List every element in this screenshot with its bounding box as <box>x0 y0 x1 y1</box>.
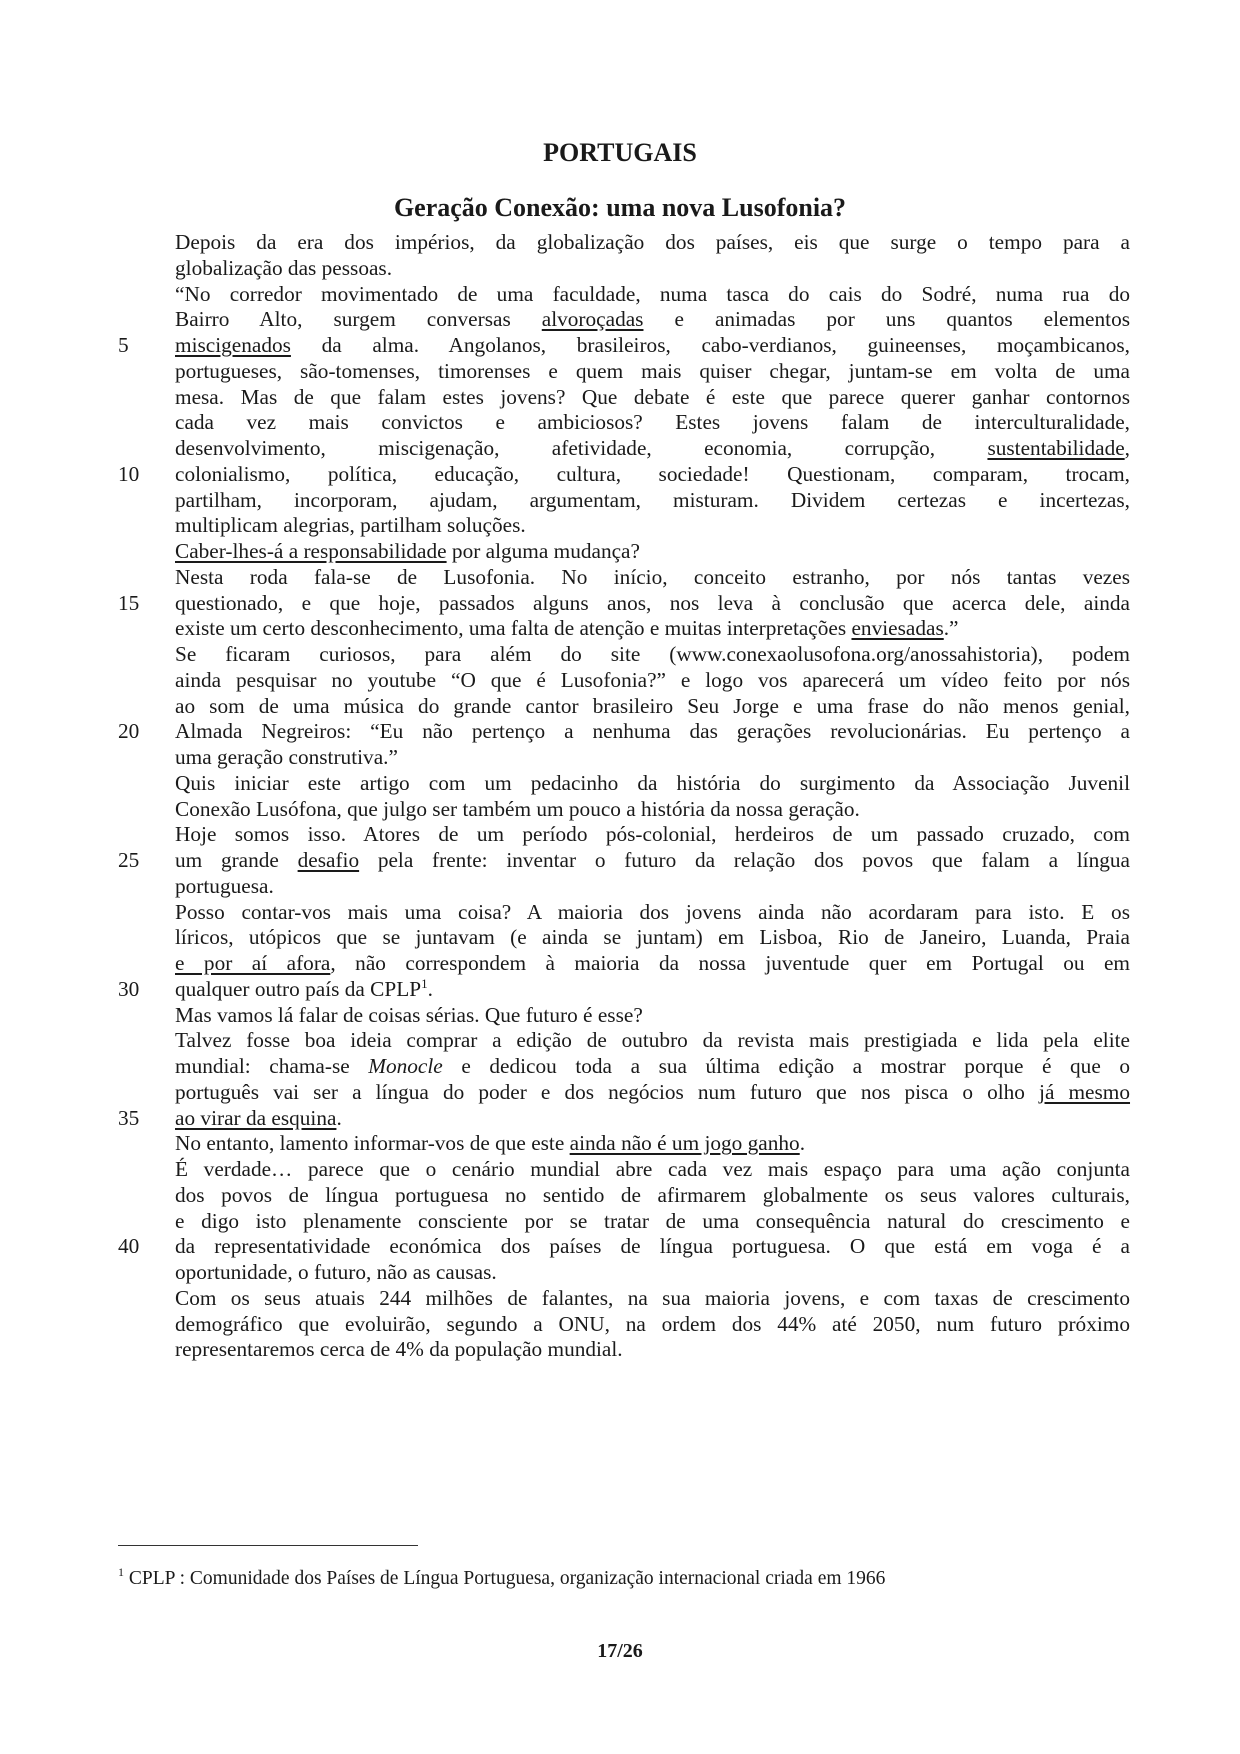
text-segment: da representatividade económica dos países de língua portuguesa. O que está em voga é a <box>175 1234 1130 1258</box>
text-segment: Talvez fosse boa ideia comprar a edição de outubro da revista mais prestigiada e lida pela elite <box>175 1028 1130 1052</box>
text-line <box>175 1052 1130 1081</box>
underlined-phrase: e por aí afora <box>175 951 331 975</box>
text-line <box>175 537 1130 566</box>
text-segment: dos povos de língua portuguesa no sentido de afirmarem globalmente os seus valores culturais, <box>175 1183 1130 1207</box>
text-segment: Mas vamos lá falar de coisas sérias. Que futuro é esse? <box>175 1003 643 1027</box>
subject-heading: PORTUGAIS <box>543 138 697 167</box>
text-segment: Quis iniciar este artigo com um pedacinho da história do surgimento da Associação Juvenil <box>175 771 1130 795</box>
text-line <box>175 1258 1130 1287</box>
text-segment: líricos, utópicos que se juntavam (e ainda se juntam) em Lisboa, Rio de Janeiro, Luanda, Praia <box>175 925 1130 949</box>
text-line <box>175 846 1130 875</box>
text-line <box>175 1335 1130 1364</box>
line-number: 30 <box>118 977 140 1001</box>
text-line <box>175 1078 1130 1107</box>
text-segment: português vai ser a língua do poder e dos negócios num futuro que nos pisca o olho <box>175 1080 1040 1104</box>
text-segment: portuguesa. <box>175 874 274 898</box>
text-line <box>175 769 1130 798</box>
line-number: 15 <box>118 591 140 615</box>
text-line <box>175 1181 1130 1210</box>
underlined-phrase: sustentabilidade <box>987 436 1125 460</box>
line-number: 25 <box>118 848 140 872</box>
text-line <box>175 1129 1130 1158</box>
text-segment: Hoje somos isso. Atores de um período pós-colonial, herdeiros de um passado cruzado, com <box>175 822 1130 846</box>
text-line <box>175 820 1130 849</box>
text-segment: Posso contar-vos mais uma coisa? A maioria dos jovens ainda não acordaram para isto. E os <box>175 900 1130 924</box>
text-segment: da alma. Angolanos, brasileiros, cabo-verdianos, guineenses, moçambicanos, <box>290 333 1130 357</box>
underlined-phrase: já mesmo <box>1039 1080 1131 1104</box>
text-segment: , não correspondem à maioria da nossa juventude quer em Portugal ou em <box>330 951 1130 975</box>
text-segment: mundial: chama-se <box>175 1054 369 1078</box>
underlined-phrase: alvoroçadas <box>541 307 644 331</box>
text-segment: No entanto, lamento informar-vos de que este <box>175 1131 570 1155</box>
text-segment: existe um certo desconhecimento, uma falta de atenção e muitas interpretações <box>175 616 852 640</box>
text-segment: pela frente: inventar o futuro da relação dos povos que falam a língua <box>359 848 1130 872</box>
text-segment: portugueses, são-tomenses, timorenses e quem mais quiser chegar, juntam-se em volta de uma <box>175 359 1130 383</box>
text-segment: Com os seus atuais 244 milhões de falantes, na sua maioria jovens, e com taxas de crescimento <box>175 1286 1130 1310</box>
text-line <box>175 614 1130 643</box>
footnote-ref: 1 <box>421 976 428 991</box>
text-line <box>175 434 1130 463</box>
text-segment: . <box>799 1131 806 1155</box>
text-segment: questionado, e que hoje, passados alguns anos, nos leva à conclusão que acerca dele, ainda <box>175 591 1130 615</box>
underlined-phrase: Caber-lhes-á a responsabilidade <box>175 539 447 563</box>
line-number: 10 <box>118 462 140 486</box>
text-segment: É verdade… parece que o cenário mundial abre cada vez mais espaço para uma ação conjunta <box>175 1157 1130 1181</box>
underlined-phrase: desafio <box>297 848 360 872</box>
text-line <box>175 331 1130 360</box>
text-segment: .” <box>943 616 959 640</box>
text-segment: demográfico que evoluirão, segundo a ONU, na ordem dos 44% até 2050, num futuro próximo <box>175 1312 1130 1336</box>
text-segment: cada vez mais convictos e ambiciosos? Estes jovens falam de interculturalidade, <box>175 410 1130 434</box>
text-line <box>175 743 1130 772</box>
line-number: 5 <box>118 333 129 357</box>
footnote <box>118 1559 885 1592</box>
text-segment: ainda pesquisar no youtube “O que é Lusofonia?” e logo vos aparecerá um vídeo feito por nós <box>175 668 1130 692</box>
text-line <box>175 975 1130 1004</box>
text-segment: e digo isto plenamente consciente por se tratar de uma consequência natural do crescimento e <box>175 1209 1130 1233</box>
footnote-text: CPLP : Comunidade dos Países de Língua Portuguesa, organização internacional criada em 1966 <box>124 1568 886 1589</box>
text-segment: mesa. Mas de que falam estes jovens? Que debate é este que parece querer ganhar contornos <box>175 385 1130 409</box>
text-segment: Nesta roda fala-se de Lusofonia. No início, conceito estranho, por nós tantas vezes <box>175 565 1130 589</box>
text-segment: Almada Negreiros: “Eu não pertenço a nenhuma das gerações revolucionárias. Eu pertenço a <box>175 719 1130 743</box>
text-line <box>175 1284 1130 1313</box>
text-line <box>175 666 1130 695</box>
text-line <box>175 640 1130 669</box>
text-segment: colonialismo, política, educação, cultura, sociedade! Questionam, comparam, trocam, <box>175 462 1130 486</box>
text-line <box>175 1026 1130 1055</box>
text-segment: oportunidade, o futuro, não as causas. <box>175 1260 497 1284</box>
text-segment: . <box>427 977 433 1001</box>
text-segment: e animadas por uns quantos elementos <box>643 307 1131 331</box>
underlined-phrase: enviesadas <box>851 616 944 640</box>
text-line <box>175 872 1130 901</box>
page-number: 17/26 <box>597 1640 643 1662</box>
text-segment: “No corredor movimentado de uma faculdade, numa tasca do cais do Sodré, numa rua do <box>175 282 1130 306</box>
text-segment: , <box>1124 436 1130 460</box>
text-line <box>175 254 1130 283</box>
text-segment: Monocle <box>368 1054 443 1078</box>
text-segment: um grande <box>175 848 298 872</box>
text-line <box>175 949 1130 978</box>
underlined-phrase: ainda não é um jogo ganho <box>569 1131 800 1155</box>
text-line <box>175 228 1130 257</box>
line-number: 20 <box>118 719 140 743</box>
text-segment: partilham, incorporam, ajudam, argumentam, misturam. Dividem certezas e incertezas, <box>175 488 1130 512</box>
text-segment: multiplicam alegrias, partilham soluções. <box>175 513 526 537</box>
text-segment: Depois da era dos impérios, da globalização dos países, eis que surge o tempo para a <box>175 230 1130 254</box>
text-segment: . <box>336 1106 342 1130</box>
text-line <box>175 923 1130 952</box>
text-segment: ao som de uma música do grande cantor brasileiro Seu Jorge e uma frase do não menos genial, <box>175 694 1130 718</box>
line-number: 35 <box>118 1106 140 1130</box>
underlined-phrase: ao virar da esquina <box>175 1106 337 1130</box>
text-line <box>175 1155 1130 1184</box>
footnote-divider <box>118 1545 418 1546</box>
text-segment: globalização das pessoas. <box>175 256 393 280</box>
line-number: 40 <box>118 1234 140 1258</box>
underlined-phrase: miscigenados <box>175 333 291 357</box>
text-line <box>175 717 1130 746</box>
text-line <box>175 511 1130 540</box>
text-line <box>175 408 1130 437</box>
text-line <box>175 357 1130 386</box>
text-segment: uma geração construtiva.” <box>175 745 398 769</box>
article-title: Geração Conexão: uma nova Lusofonia? <box>393 193 847 222</box>
text-segment: representaremos cerca de 4% da população mundial. <box>175 1337 623 1361</box>
text-segment: e dedicou toda a sua última edição a mostrar porque é que o <box>442 1054 1130 1078</box>
text-segment: Bairro Alto, surgem conversas <box>175 307 542 331</box>
text-segment: Conexão Lusófona, que julgo ser também um pouco a história da nossa geração. <box>175 797 860 821</box>
text-segment: desenvolvimento, miscigenação, afetividade, economia, corrupção, <box>175 436 988 460</box>
text-segment: por alguma mudança? <box>446 539 640 563</box>
text-line <box>175 460 1130 489</box>
text-segment: qualquer outro país da CPLP <box>175 977 422 1001</box>
text-line <box>175 305 1130 334</box>
text-line <box>175 1232 1130 1261</box>
footnote-marker: 1 <box>118 1565 124 1579</box>
text-segment: Se ficaram curiosos, para além do site (www.conexaolusofona.org/anossahistoria), podem <box>175 642 1130 666</box>
text-line <box>175 563 1130 592</box>
